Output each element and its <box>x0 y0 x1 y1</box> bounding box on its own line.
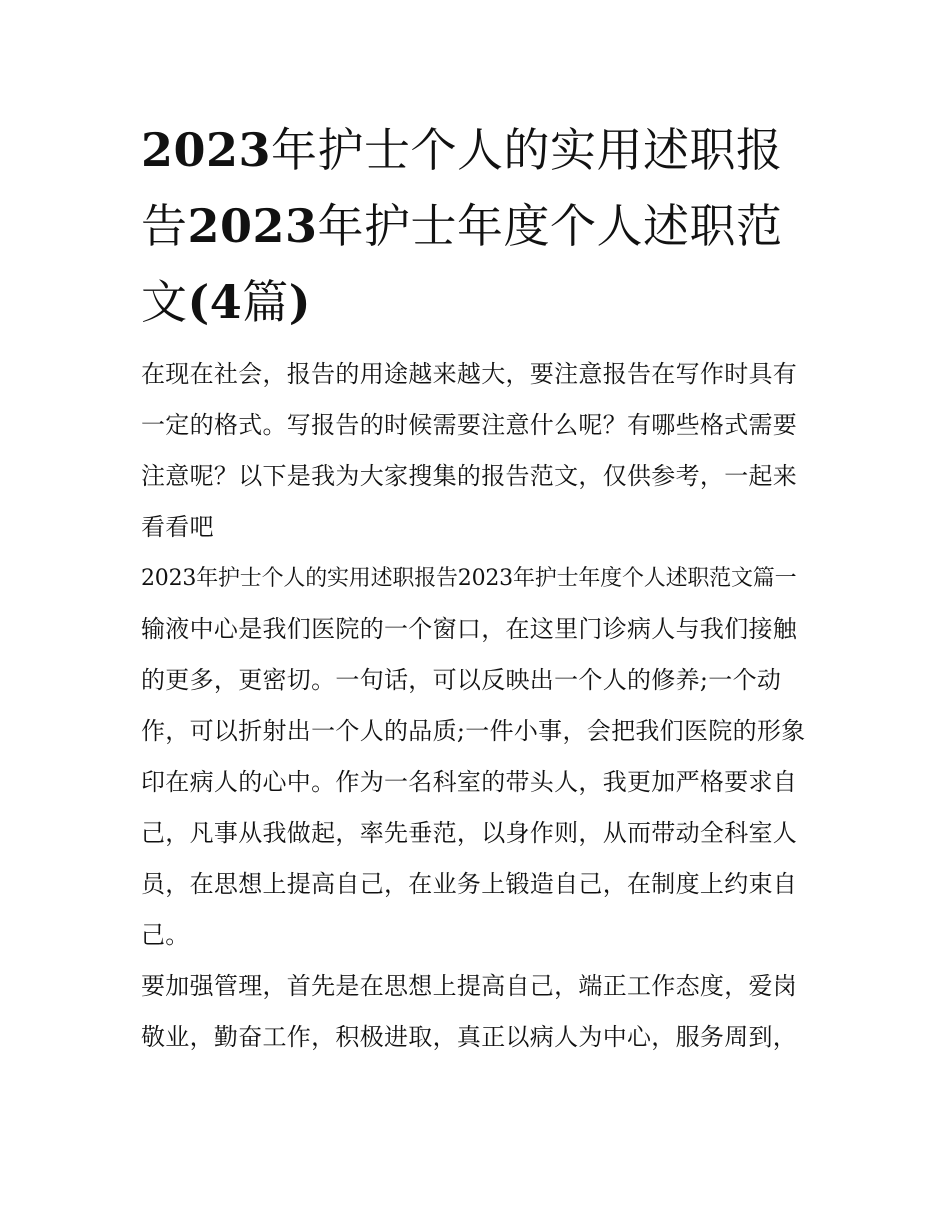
document-content <box>141 112 811 1063</box>
document-title <box>141 112 811 340</box>
title-close-paren: ) <box>288 275 312 329</box>
title-text-2: 年护士年度个人述职范文 <box>141 199 783 329</box>
body-paragraph: 输液中心是我们医院的一个窗口，在这里门诊病人与我们接触的更多，更密切。一句话，可以反映出一个人的修养;一个动作，可以折射出一个人的品质;一件小事，会把我们医院的形象印在病人的心中。作为一名科室的带头人，我更加严格要求自己，凡事从我做起，率先垂范，以身作则，从而带动全科室人员，在思想上提高自己，在业务上锻造自己，在制度上约束自己。 <box>141 615 806 949</box>
intro-paragraph: 在现在社会，报告的用途越来越大，要注意报告在写作时具有一定的格式。写报告的时候需要注意什么呢？有哪些格式需要注意呢？以下是我为大家搜集的报告范文，仅供参考，一起来看看吧 <box>141 360 798 541</box>
title-text: 年护士个人的实用述职报告 <box>141 123 783 253</box>
body-paragraph-2: 要加强管理，首先是在思想上提高自己，端正工作态度，爱岗敬业，勤奋工作，积极进取，真正以病人为中心，服务周到， <box>141 972 798 1051</box>
section-heading: 2023年护士个人的实用述职报告2023年护士年度个人述职范文篇一 <box>141 566 797 591</box>
title-unit: 篇 <box>242 275 289 329</box>
title-count: (4 <box>187 275 243 329</box>
title-year: 2023 <box>141 123 272 177</box>
title-year-2: 2023 <box>187 199 318 253</box>
